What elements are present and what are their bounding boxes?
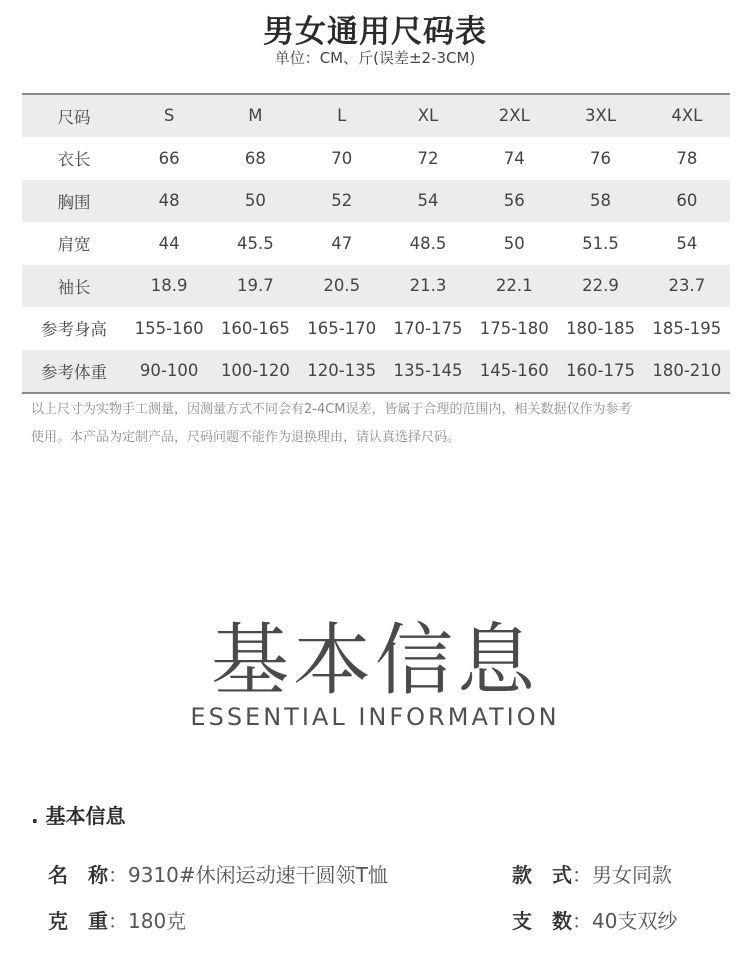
info-colon: ： <box>108 863 128 887</box>
info-count-value: 40支双纱 <box>592 909 678 933</box>
table-cell: 175-180 <box>471 307 557 350</box>
size-chart-unit: 单位：CM、斤(误差±2-3CM) <box>274 49 476 67</box>
table-cell: 170-175 <box>385 307 471 350</box>
table-cell: L <box>299 94 385 137</box>
table-cell: 76 <box>557 137 643 180</box>
info-name-key: 名 称 <box>48 863 108 887</box>
note-line-2: 使用。本产品为定制产品，尺码问题不能作为退换理由，请认真选择尺码。 <box>31 430 461 445</box>
table-cell: 54 <box>644 222 730 265</box>
table-cell: 160-165 <box>212 307 298 350</box>
table-row <box>22 222 730 265</box>
table-cell: 78 <box>644 137 730 180</box>
table-cell: 50 <box>471 222 557 265</box>
table-cell: 54 <box>385 180 471 223</box>
table-row <box>22 137 730 180</box>
table-row <box>22 350 730 393</box>
row-label: 参考身高 <box>22 307 126 350</box>
row-label: 胸围 <box>22 180 126 223</box>
info-count <box>512 905 677 934</box>
table-row <box>22 307 730 350</box>
table-cell: 52 <box>299 180 385 223</box>
size-chart-title: 男女通用尺码表 <box>263 14 487 50</box>
info-colon: ： <box>572 909 592 933</box>
table-cell: 90-100 <box>126 350 212 393</box>
table-cell: 58 <box>557 180 643 223</box>
table-cell: 4XL <box>644 94 730 137</box>
table-row <box>22 265 730 308</box>
table-cell: 165-170 <box>299 307 385 350</box>
table-cell: 56 <box>471 180 557 223</box>
info-colon: ： <box>108 909 128 933</box>
table-cell: 48 <box>126 180 212 223</box>
table-cell: 22.9 <box>557 265 643 308</box>
row-label: 袖长 <box>22 265 126 308</box>
table-cell: 50 <box>212 180 298 223</box>
row-label: 尺码 <box>22 94 126 137</box>
table-cell: 160-175 <box>557 350 643 393</box>
info-style <box>512 859 672 888</box>
table-cell: 145-160 <box>471 350 557 393</box>
table-cell: 44 <box>126 222 212 265</box>
table-cell: 185-195 <box>644 307 730 350</box>
row-label: 肩宽 <box>22 222 126 265</box>
table-row <box>22 180 730 223</box>
table-cell: 19.7 <box>212 265 298 308</box>
table-cell: 60 <box>644 180 730 223</box>
info-style-value: 男女同款 <box>592 863 672 887</box>
table-cell: M <box>212 94 298 137</box>
table-cell: S <box>126 94 212 137</box>
essential-title-cn: 基本信息 <box>210 616 539 706</box>
info-weight <box>48 905 186 934</box>
info-name <box>48 859 388 888</box>
table-cell: 120-135 <box>299 350 385 393</box>
info-style-key: 款 式 <box>512 863 572 887</box>
table-cell: 74 <box>471 137 557 180</box>
table-cell: 48.5 <box>385 222 471 265</box>
size-chart-table <box>22 93 730 394</box>
size-chart-note <box>31 396 731 452</box>
info-weight-key: 克 重 <box>48 909 108 933</box>
table-cell: 66 <box>126 137 212 180</box>
info-weight-value: 180克 <box>128 909 187 933</box>
table-cell: 68 <box>212 137 298 180</box>
table-cell: 70 <box>299 137 385 180</box>
table-cell: 18.9 <box>126 265 212 308</box>
table-cell: 22.1 <box>471 265 557 308</box>
table-cell: 20.5 <box>299 265 385 308</box>
table-cell: 21.3 <box>385 265 471 308</box>
table-cell: 2XL <box>471 94 557 137</box>
table-cell: 3XL <box>557 94 643 137</box>
table-cell: 45.5 <box>212 222 298 265</box>
table-cell: 47 <box>299 222 385 265</box>
table-cell: 135-145 <box>385 350 471 393</box>
table-cell: 72 <box>385 137 471 180</box>
row-label: 衣长 <box>22 137 126 180</box>
basic-info-heading: . 基本信息 <box>31 804 126 828</box>
table-cell: 51.5 <box>557 222 643 265</box>
info-count-key: 支 数 <box>512 909 572 933</box>
table-cell: 155-160 <box>126 307 212 350</box>
table-cell: XL <box>385 94 471 137</box>
table-cell: 23.7 <box>644 265 730 308</box>
table-header-row <box>22 94 730 137</box>
info-colon: ： <box>572 863 592 887</box>
row-label: 参考体重 <box>22 350 126 393</box>
table-cell: 100-120 <box>212 350 298 393</box>
table-cell: 180-210 <box>644 350 730 393</box>
essential-title-en: ESSENTIAL INFORMATION <box>190 703 560 731</box>
note-line-1: 以上尺寸为实物手工测量，因测量方式不同会有2-4CM误差，皆属于合理的范围内，相关数据仅作为参考 <box>31 402 632 417</box>
info-name-value: 9310#休闲运动速干圆领T恤 <box>128 863 388 887</box>
table-cell: 180-185 <box>557 307 643 350</box>
